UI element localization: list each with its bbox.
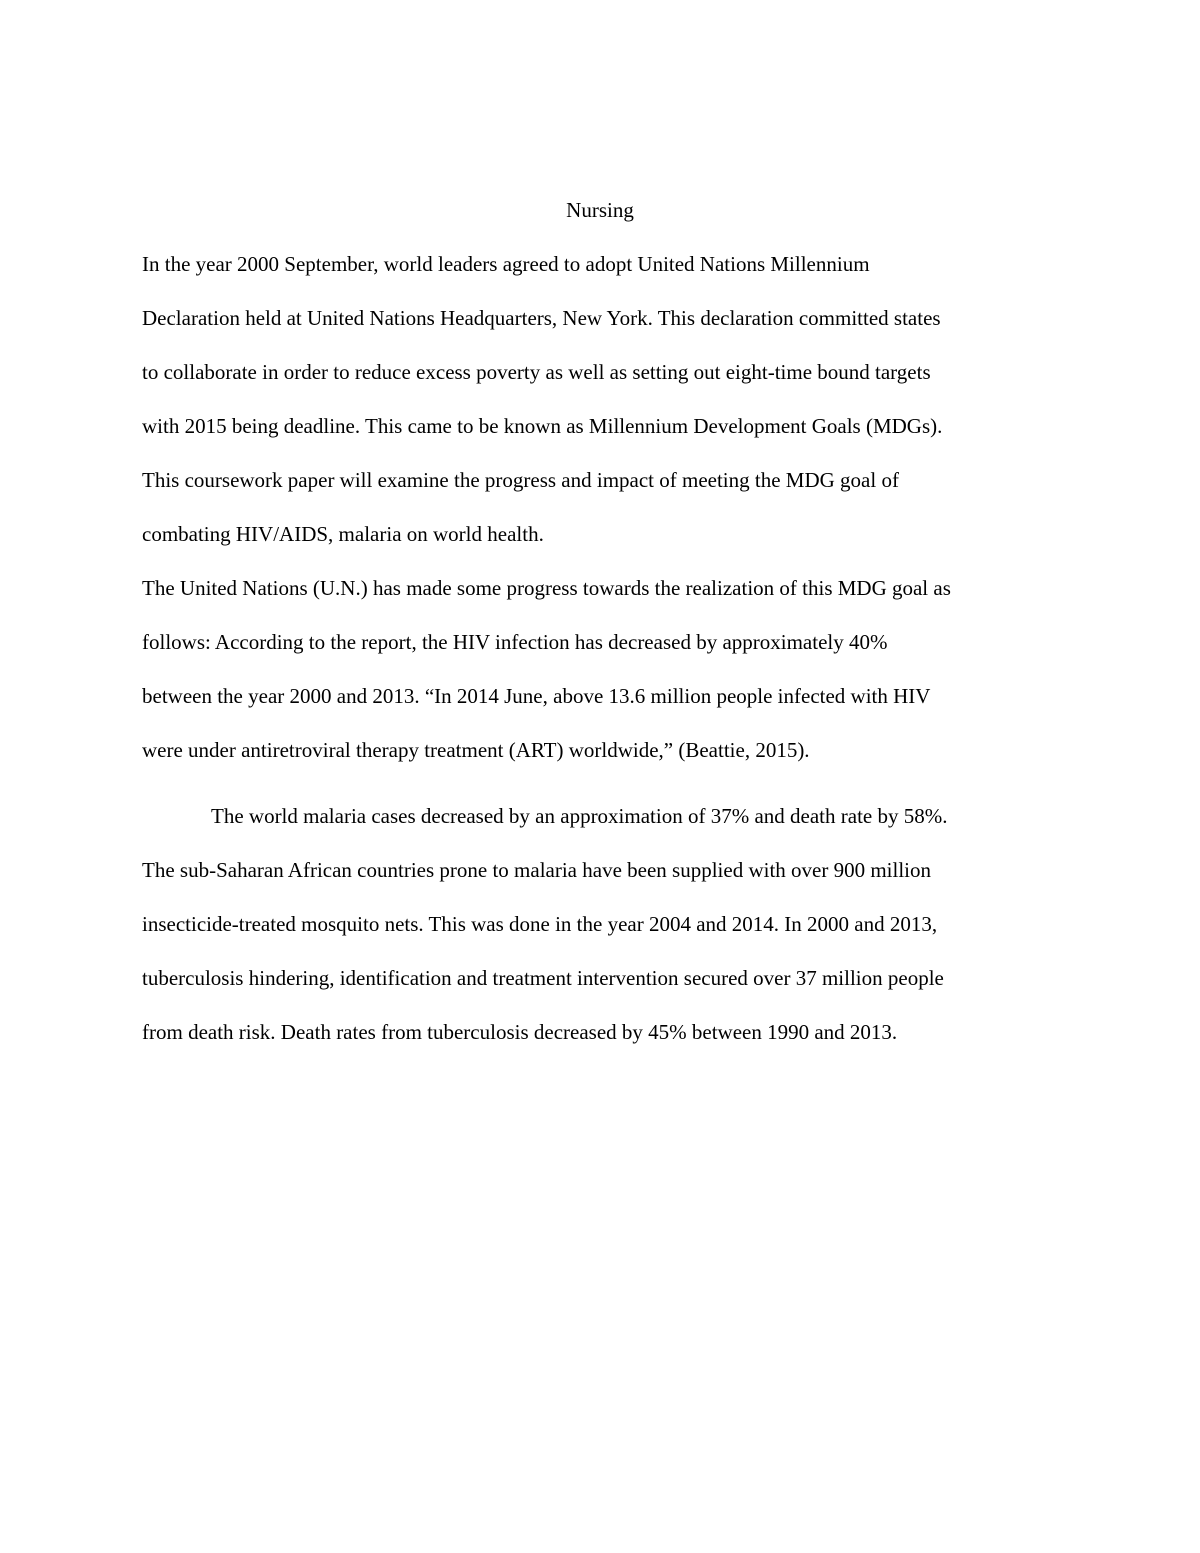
- paragraph-un-progress: [142, 561, 1060, 777]
- document-title: Nursing: [566, 198, 634, 222]
- paragraph-line: insecticide-treated mosquito nets. This was done in the year 2004 and 2014. In 2000 and 2013,: [142, 912, 938, 936]
- paragraph-line: Declaration held at United Nations Headquarters, New York. This declaration committed states: [142, 306, 941, 330]
- document-body: [142, 237, 1060, 1059]
- paragraph-line: The world malaria cases decreased by an approximation of 37% and death rate by 58%.: [211, 804, 948, 828]
- paragraph-line: tuberculosis hindering, identification and treatment intervention secured over 37 million people: [142, 966, 944, 990]
- paragraph-introduction: [142, 237, 1060, 561]
- paragraph-line: The sub-Saharan African countries prone to malaria have been supplied with over 900 million: [142, 858, 932, 882]
- paragraph-line: This coursework paper will examine the progress and impact of meeting the MDG goal of: [142, 468, 899, 492]
- paragraph-line: to collaborate in order to reduce excess poverty as well as setting out eight-time bound targets: [142, 360, 931, 384]
- paragraph-line: were under antiretroviral therapy treatment (ART) worldwide,” (Beattie, 2015).: [142, 738, 810, 762]
- paragraph-line: In the year 2000 September, world leaders agreed to adopt United Nations Millennium: [142, 252, 870, 276]
- paragraph-line: from death risk. Death rates from tuberculosis decreased by 45% between 1990 and 2013.: [142, 1020, 898, 1044]
- paragraph-line: The United Nations (U.N.) has made some progress towards the realization of this MDG goal as: [142, 576, 951, 600]
- paragraph-line: between the year 2000 and 2013. “In 2014 June, above 13.6 million people infected with HIV: [142, 684, 931, 708]
- paragraph-line: combating HIV/AIDS, malaria on world health.: [142, 522, 544, 546]
- paragraph-line: follows: According to the report, the HIV infection has decreased by approximately 40%: [142, 630, 888, 654]
- paragraph-malaria-tuberculosis: [142, 789, 1060, 1059]
- paragraph-line: with 2015 being deadline. This came to be known as Millennium Development Goals (MDGs).: [142, 414, 943, 438]
